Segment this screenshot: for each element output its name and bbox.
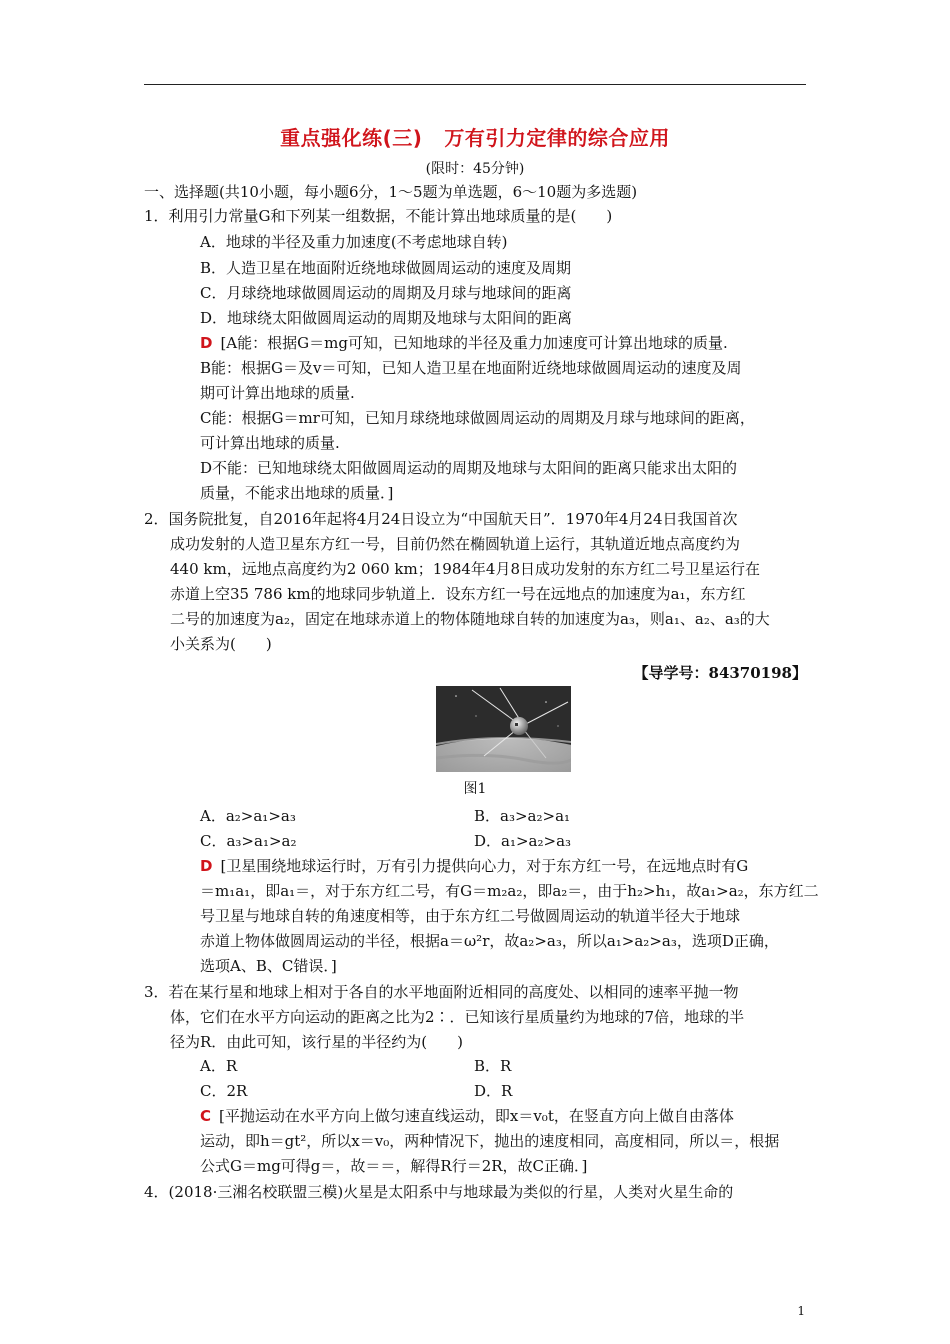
q1-explanation-line: D不能：已知地球绕太阳做圆周运动的周期及地球与太阳间的距离只能求出太阳的 bbox=[200, 459, 738, 477]
q2-option-b: B．a₃>a₂>a₁ bbox=[474, 807, 571, 825]
q2-explanation-line: 选项A、B、C错误．] bbox=[200, 957, 337, 975]
q2-option-c: C．a₃>a₁>a₂ bbox=[200, 832, 297, 850]
q1-option-a: A．地球的半径及重力加速度(不考虑地球自转) bbox=[200, 233, 508, 251]
q1-explanation-line: 质量，不能求出地球的质量．] bbox=[200, 484, 394, 502]
section-heading: 一、选择题(共10小题，每小题6分，1～5题为单选题，6～10题为多选题) bbox=[144, 183, 638, 201]
q3-option-d: D．R bbox=[474, 1082, 513, 1100]
page-number: 1 bbox=[797, 1304, 805, 1318]
q1-option-d: D．地球绕太阳做圆周运动的周期及地球与太阳间的距离 bbox=[200, 309, 573, 327]
page-title bbox=[0, 122, 950, 151]
figure-caption: 图1 bbox=[463, 781, 487, 797]
q2-explanation-line: ＝m₁a₁，即a₁＝，对于东方红二号，有G＝m₂a₂，即a₂＝，由于h₂>h₁，故a₁>a₂，东方红二 bbox=[200, 882, 819, 900]
title-part2: 万有引力定律的综合应用 bbox=[444, 126, 670, 150]
q1-explanation-line: 可计算出地球的质量. bbox=[200, 434, 340, 452]
title-part1: 重点强化练(三) bbox=[280, 126, 423, 150]
q2-explanation-line: 号卫星与地球自转的角速度相等，由于东方红二号做圆周运动的轨道半径大于地球 bbox=[200, 907, 741, 925]
header-rule bbox=[144, 84, 806, 85]
q3-explanation-line: C [平抛运动在水平方向上做匀速直线运动，即x＝v₀t，在竖直方向上做自由落体 bbox=[200, 1107, 734, 1125]
q3-stem-line: 3．若在某行星和地球上相对于各自的水平地面附近相同的高度处、以相同的速率平抛一物 bbox=[144, 983, 739, 1001]
q3-option-b: B．R bbox=[474, 1057, 512, 1075]
q2-stem-line: 小关系为( ) bbox=[170, 635, 272, 653]
q2-option-d: D．a₁>a₂>a₃ bbox=[474, 832, 572, 850]
q3-explanation-line: 运动，即h＝gt²，所以x＝v₀，两种情况下，抛出的速度相同，高度相同，所以＝，根据 bbox=[200, 1132, 780, 1150]
q1-explanation-line: C能：根据G＝mr可知，已知月球绕地球做圆周运动的周期及月球与地球间的距离， bbox=[200, 409, 755, 427]
time-limit: (限时：45分钟) bbox=[425, 161, 525, 177]
q1-answer: D bbox=[200, 334, 213, 352]
satellite-image bbox=[436, 686, 571, 772]
q1-stem: 1．利用引力常量G和下列某一组数据，不能计算出地球质量的是( ) bbox=[144, 207, 613, 225]
q4-stem: 4．(2018·三湘名校联盟三模)火星是太阳系中与地球最为类似的行星，人类对火星生命的 bbox=[144, 1183, 734, 1201]
satellite-figure bbox=[436, 686, 571, 772]
q1-explanation-line: D [A能：根据G＝mg可知，已知地球的半径及重力加速度可计算出地球的质量. bbox=[200, 334, 728, 352]
q2-answer: D bbox=[200, 857, 213, 875]
q2-stem-line: 成功发射的人造卫星东方红一号，目前仍然在椭圆轨道上运行，其轨道近地点高度约为 bbox=[170, 535, 741, 553]
q3-stem-line: 体，它们在水平方向运动的距离之比为2∶．已知该行星质量约为地球的7倍，地球的半 bbox=[170, 1008, 745, 1026]
q2-stem-line: 二号的加速度为a₂，固定在地球赤道上的物体随地球自转的加速度为a₃，则a₁、a₂、a₃的大 bbox=[170, 610, 770, 628]
q1-explanation-line: B能：根据G＝及v＝可知，已知人造卫星在地面附近绕地球做圆周运动的速度及周 bbox=[200, 359, 742, 377]
guide-number: 【导学号：84370198】 bbox=[633, 664, 807, 682]
q2-explanation-line: 赤道上物体做圆周运动的半径，根据a＝ω²r，故a₂>a₃，所以a₁>a₂>a₃，选项D正确， bbox=[200, 932, 779, 950]
q3-explanation-line: 公式G＝mg可得g＝，故＝＝，解得R行＝2R，故C正确．] bbox=[200, 1157, 588, 1175]
q3-stem-line: 径为R．由此可知，该行星的半径约为( ) bbox=[170, 1033, 463, 1051]
q1-option-c: C．月球绕地球做圆周运动的周期及月球与地球间的距离 bbox=[200, 284, 572, 302]
q2-option-a: A．a₂>a₁>a₃ bbox=[200, 807, 296, 825]
q3-option-c: C．2R bbox=[200, 1082, 248, 1100]
q1-explanation-line: 期可计算出地球的质量. bbox=[200, 384, 355, 402]
q3-answer: C bbox=[200, 1107, 212, 1125]
q2-stem-line: 赤道上空35 786 km的地球同步轨道上．设东方红一号在远地点的加速度为a₁，东方红 bbox=[170, 585, 746, 603]
q2-explanation-line: D [卫星围绕地球运行时，万有引力提供向心力，对于东方红一号，在远地点时有G bbox=[200, 857, 749, 875]
q1-option-b: B．人造卫星在地面附近绕地球做圆周运动的速度及周期 bbox=[200, 259, 572, 277]
q2-stem-line: 440 km，远地点高度约为2 060 km；1984年4月8日成功发射的东方红二号卫星运行在 bbox=[170, 560, 760, 578]
q3-option-a: A．R bbox=[200, 1057, 238, 1075]
q2-stem-line: 2．国务院批复，自2016年起将4月24日设立为“中国航天日”．1970年4月24日我国首次 bbox=[144, 510, 738, 528]
